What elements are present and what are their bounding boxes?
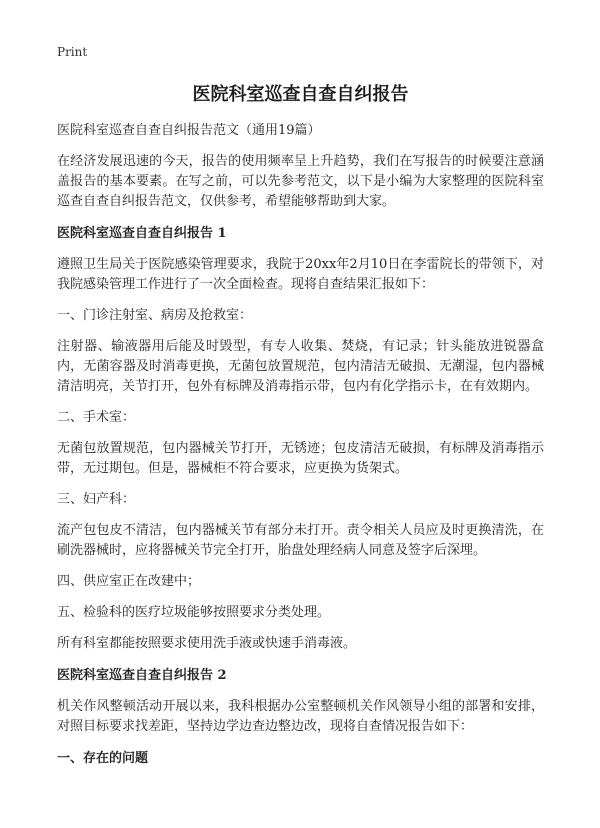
- report-1-section-4-heading: 四、供应室正在改建中；: [57, 574, 201, 589]
- report-1-section-2-heading: 二、手术室：: [57, 410, 136, 425]
- report-1-heading: 医院科室巡查自查自纠报告 1: [57, 226, 227, 241]
- report-1-paragraph-4: 流产包包皮不清洁，包内器械关节有部分未打开。责令相关人员应及时更换清洗，在刷洗器械时，应将器械关节完全打开，胎盘处理经病人同意及签字后深埋。: [57, 523, 544, 558]
- report-1-section-5-heading: 五、检验科的医疗垃圾能够按照要求分类处理。: [57, 605, 331, 620]
- report-1-paragraph-5: 所有科室都能按照要求使用洗手液或快速手消毒液。: [57, 636, 357, 651]
- report-2-heading: 医院科室巡查自查自纠报告 2: [57, 668, 227, 683]
- report-2-paragraph-1: 机关作风整顿活动开展以来，我科根据办公室整顿机关作风领导小组的部署和安排，对照目标要求找差距，坚持边学边查边整边改，现将自查情况报告如下：: [57, 699, 544, 734]
- report-1-paragraph-3: 无菌包放置规范，包内器械关节打开，无锈迹；包皮清洁无破损，有标牌及消毒指示带，无过期包。但是，器械柜不符合要求，应更换为货架式。: [57, 441, 544, 476]
- report-1-section-1-heading: 一、门诊注射室、病房及抢救室：: [57, 308, 253, 323]
- page-title: 医院科室巡查自查自纠报告: [192, 84, 409, 105]
- print-link[interactable]: Print: [57, 45, 88, 59]
- report-1-paragraph-1: 遵照卫生局关于医院感染管理要求，我院于20xx年2月10日在李雷院长的带领下，对我院感染管理工作进行了一次全面检查。现将自查结果汇报如下：: [57, 257, 544, 292]
- report-1-paragraph-2: 注射器、输液器用后能及时毁型，有专人收集、焚烧，有记录；针头能放进锐器盒内，无菌容器及时消毒更换，无菌包放置规范，包内清洁无破损、无潮湿，包内器械清洁明亮，关节打开，包外有标牌及消毒指示带，包内有化学指示卡，在有效期内。: [57, 339, 544, 394]
- report-2-section-1-heading: 一、存在的问题: [57, 751, 149, 766]
- report-1-section-3-heading: 三、妇产科：: [57, 492, 136, 507]
- document-subtitle: 医院科室巡查自查自纠报告范文（通用19篇）: [57, 123, 321, 138]
- intro-paragraph: 在经济发展迅速的今天，报告的使用频率呈上升趋势，我们在写报告的时候要注意涵盖报告的基本要素。在写之前，可以先参考范文，以下是小编为大家整理的医院科室巡查自查自纠报告范文，仅供参考，希望能够帮助到大家。: [57, 154, 544, 209]
